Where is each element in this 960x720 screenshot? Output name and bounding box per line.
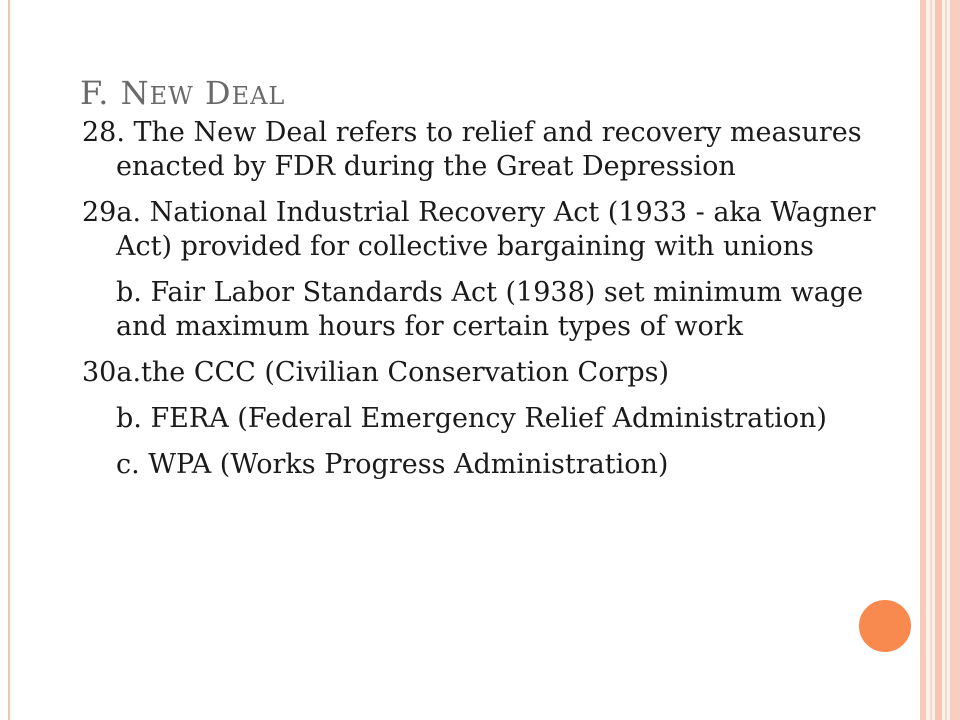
paragraph-30a: 30a.the CCC (Civilian Conservation Corps) [82, 357, 670, 388]
paragraph-28: 28. The New Deal refers to relief and recovery measures enacted by FDR during the Great Depression [82, 117, 862, 182]
title-initial: F. N [80, 74, 150, 112]
accent-circle [856, 597, 914, 655]
right-stripe-4 [945, 0, 947, 720]
paragraph-30b: b. FERA (Federal Emergency Relief Administration) [116, 403, 827, 434]
slide-title [80, 74, 285, 112]
paragraph-29b: b. Fair Labor Standards Act (1938) set minimum wage and maximum hours for certain types of work [116, 277, 864, 342]
right-stripe-1 [920, 0, 926, 720]
right-stripe-5 [950, 0, 960, 720]
right-stripe-3 [935, 0, 942, 720]
left-border-line [8, 0, 10, 720]
title-part2-rest: EAL [231, 82, 286, 110]
title-part1-rest: EW [149, 82, 194, 110]
right-stripe-2 [930, 0, 932, 720]
slide-body [82, 116, 882, 494]
paragraph-30c: c. WPA (Works Progress Administration) [116, 449, 669, 480]
paragraph-29a: 29a. National Industrial Recovery Act (1933 - aka Wagner Act) provided for collective bargaining with unions [82, 197, 876, 262]
title-part2-initial: D [204, 74, 232, 112]
